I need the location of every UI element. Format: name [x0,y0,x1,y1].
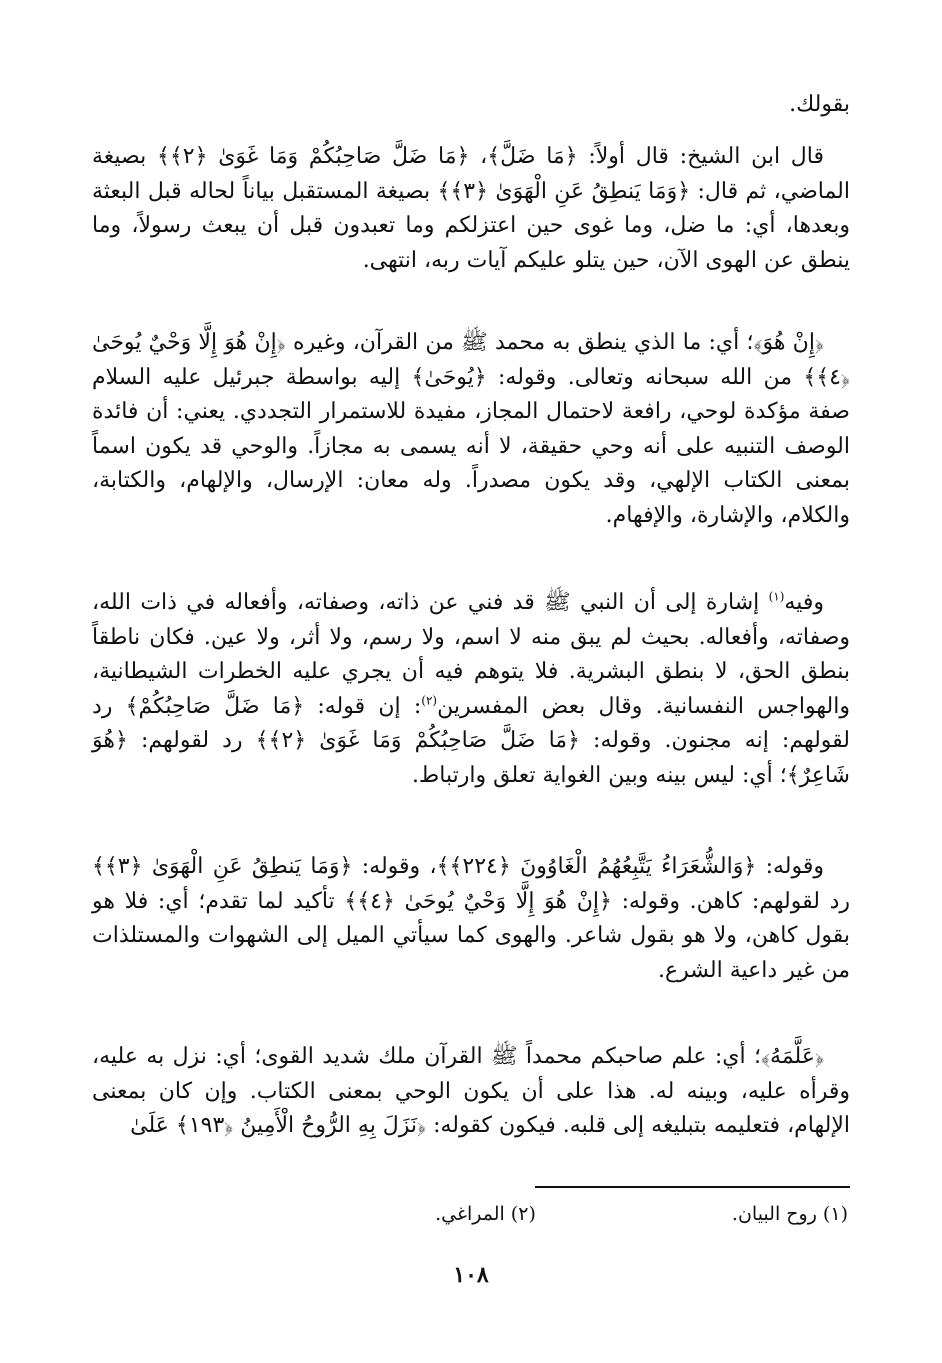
footnote-1: (١) روح البيان. [731,1203,848,1225]
page-text-p3 [92,326,850,533]
paragraph-3: ﴿إِنْ هُوَ﴾؛ أي: ما الذي ينطق به محمد ﷺ من القرآن، وغيره ﴿إِنْ هُوَ إِلَّا وَحْيٌ يُوحَىٰ ﴿٤﴾﴾ من الله سبحانه وتعالى. وقوله: ﴿يُوحَىٰ﴾ إليه بواسطة جبرئيل عليه السلام صفة مؤكدة لوحي، رافعة لاحتمال المجاز، مفيدة للاستمرار التجددي. يعني: أن فائدة الوصف التنبيه على أنه وحي حقيقة، لا أنه يسمى به مجازاً. والوحي قد يكون اسماً بمعنى الكتاب الإلهي، وقد يكون مصدراً. وله معان: الإرسال، والإلهام، والكتابة، والكلام، والإشارة، والإفهام. [92,330,850,528]
page-text-p4 [92,586,850,793]
paragraph-6: ﴿عَلَّمَهُ﴾؛ أي: علم صاحبكم محمداً ﷺ القرآن ملك شديد القوى؛ أي: نزل به عليه، وقرأه عليه، وبينه له. هذا على أن يكون الوحي بمعنى الكتاب. وإن كان بمعنى الإلهام، فتعليمه بتبليغه إلى قلبه. فيكون كقوله: ﴿نَزَلَ بِهِ الرُّوحُ الْأَمِينُ ﴿١٩٣﴾ عَلَىٰ [92,1044,850,1138]
paragraph-2: قال ابن الشيخ: قال أولاً: ﴿مَا ضَلَّ﴾، ﴿مَا ضَلَّ صَاحِبُكُمْ وَمَا غَوَىٰ ﴿٢﴾﴾ بصيغة الماضي، ثم قال: ﴿وَمَا يَنطِقُ عَنِ الْهَوَىٰ ﴿٣﴾﴾ بصيغة المستقبل بياناً لحاله قبل البعثة وبعدها، أي: ما ضل، وما غوى حين اعتزلكم وما تعبدون قبل أن يبعث رسولاً، وما ينطق عن الهوى الآن، حين يتلو عليكم آيات ربه، انتهى. [92,144,850,273]
paragraph-1: بقولك. [789,92,850,117]
footnote-ref-1: (١) [768,589,785,604]
footnote-divider [535,1186,850,1188]
footnote-2: (٢) المراغي. [435,1203,536,1225]
page-text-p6 [92,1040,850,1144]
page-text-p2 [92,140,850,278]
footnote-ref-2: (٢) [421,693,438,708]
page-number: ١٠٨ [453,1262,489,1288]
page-text-p5 [92,850,850,988]
paragraph-4-end: : إن قوله: ﴿مَا ضَلَّ صَاحِبُكُمْ﴾ رد لقولهم: إنه مجنون. وقوله: ﴿مَا ضَلَّ صَاحِبُكُمْ وَمَا غَوَىٰ ﴿٢﴾﴾ رد لقولهم: ﴿هُوَ شَاعِرٌ﴾؛ أي: ليس بينه وبين الغواية تعلق وارتباط. [92,693,850,788]
page-text-top [92,88,850,123]
paragraph-4-start: وفيه [784,590,824,615]
paragraph-4-middle: إشارة إلى أن النبي ﷺ قد فني عن ذاته، وصفاته، وأفعاله في ذات الله، وصفاته، وأفعاله. بحيث لم يبق منه لا اسم، ولا رسم، ولا أثر، ولا عين. فكان ناطقاً بنطق الحق، لا بنطق البشرية. فلا يتوهم فيه أن يجري عليه الخطرات الشيطانية، والهواجس النفسانية. وقال بعض المفسرين [92,590,851,719]
paragraph-5: وقوله: ﴿وَالشُّعَرَاءُ يَتَّبِعُهُمُ الْغَاوُونَ ﴿٢٢٤﴾﴾، وقوله: ﴿وَمَا يَنطِقُ عَنِ الْهَوَىٰ ﴿٣﴾﴾ رد لقولهم: كاهن. وقوله: ﴿إِنْ هُوَ إِلَّا وَحْيٌ يُوحَىٰ ﴿٤﴾﴾ تأكيد لما تقدم؛ أي: فلا هو بقول كاهن، ولا هو بقول شاعر. والهوى كما سيأتي الميل إلى الشهوات والمستلذات من غير داعية الشرع. [92,854,850,983]
footnotes [248,1200,848,1228]
paragraph-4 [92,586,850,793]
